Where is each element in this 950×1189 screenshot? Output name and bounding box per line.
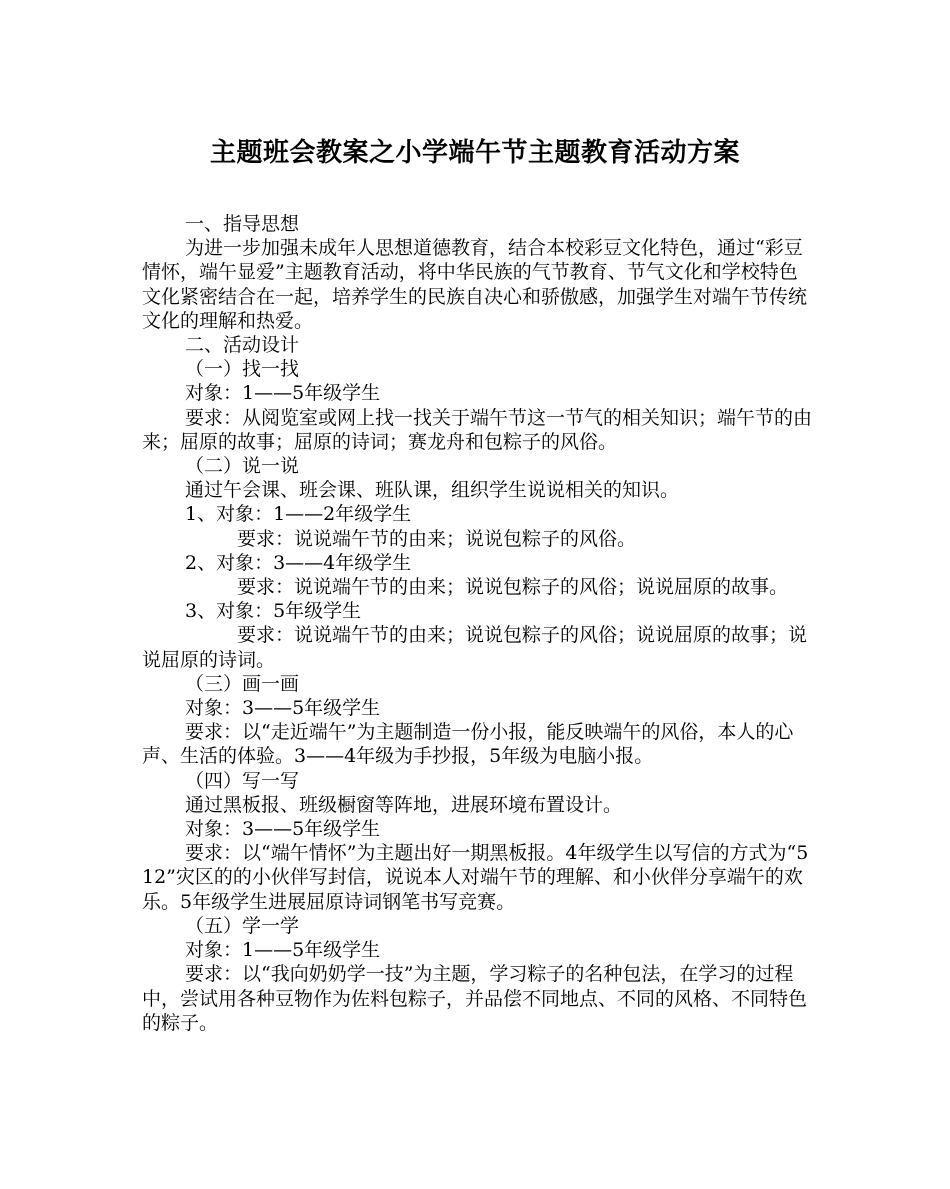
subheading-find: （一）找一找 xyxy=(185,358,300,381)
paragraph-target: 对象：3——5年级学生 xyxy=(185,697,381,720)
document-body xyxy=(142,212,814,1035)
paragraph-target: 对象：3——5年级学生 xyxy=(185,818,381,841)
document-title: 主题班会教案之小学端午节主题教育活动方案 xyxy=(209,138,740,168)
subheading-learn: （五）学一学 xyxy=(185,914,300,937)
section-heading-activity-design: 二、活动设计 xyxy=(185,334,300,357)
subheading-speak: （二）说一说 xyxy=(185,455,300,478)
subheading-write: （四）写一写 xyxy=(185,769,300,792)
paragraph-target: 1、对象：1——2年级学生 xyxy=(185,503,412,526)
paragraph-requirement: 要求：以“我向奶奶学一技”为主题，学习粽子的名种包法，在学习的过程中，尝试用各种豆物作为佐料包粽子，并品偿不同地点、不同的风格、不同特色的粽子。 xyxy=(142,963,808,1034)
paragraph-guiding-idea: 为进一步加强未成年人思想道德教育，结合本校彩豆文化特色，通过“彩豆情怀，端午显爱”主题教育活动，将中华民族的气节教育、节气文化和学校特色文化紧密结合在一起，培养学生的民族自决心和骄傲感，加强学生对端午节传统文化的理解和热爱。 xyxy=(142,237,808,332)
paragraph-target: 3、对象：5年级学生 xyxy=(185,600,362,623)
paragraph-requirement: 要求：以“端午情怀”为主题出好一期黑板报。4年级学生以写信的方式为“512”灾区的的小伙伴写封信，说说本人对端午节的理解、和小伙伴分享端午的欢乐。5年级学生进展屈原诗词钢笔书写竞赛。 xyxy=(142,842,809,913)
paragraph-write-intro: 通过黑板报、班级橱窗等阵地，进展环境布置设计。 xyxy=(185,793,623,816)
paragraph-requirement: 要求：以“走近端午”为主题制造一份小报，能反映端午的风俗，本人的心声、生活的体验。3——4年级为手抄报，5年级为电脑小报。 xyxy=(142,721,794,768)
paragraph-target: 2、对象：3——4年级学生 xyxy=(185,551,412,574)
paragraph-requirement: 要求：说说端午节的由来；说说包粽子的风俗；说说屈原的故事。 xyxy=(237,576,789,599)
paragraph-requirement: 要求：说说端午节的由来；说说包粽子的风俗。 xyxy=(237,527,637,550)
subheading-draw: （三）画一画 xyxy=(185,672,300,695)
paragraph-speak-intro: 通过午会课、班会课、班队课，组织学生说说相关的知识。 xyxy=(185,479,680,502)
paragraph-target: 对象：1——5年级学生 xyxy=(185,382,381,405)
paragraph-requirement: 要求：从阅览室或网上找一找关于端午节这一节气的相关知识；端午节的由来；屈原的故事；屈原的诗词；赛龙舟和包粽子的风俗。 xyxy=(142,406,813,453)
section-heading-guiding-idea: 一、指导思想 xyxy=(185,213,300,235)
paragraph-target: 对象：1——5年级学生 xyxy=(185,939,381,962)
paragraph-requirement: 要求：说说端午节的由来；说说包粽子的风俗；说说屈原的故事；说说屈原的诗词。 xyxy=(142,624,808,671)
